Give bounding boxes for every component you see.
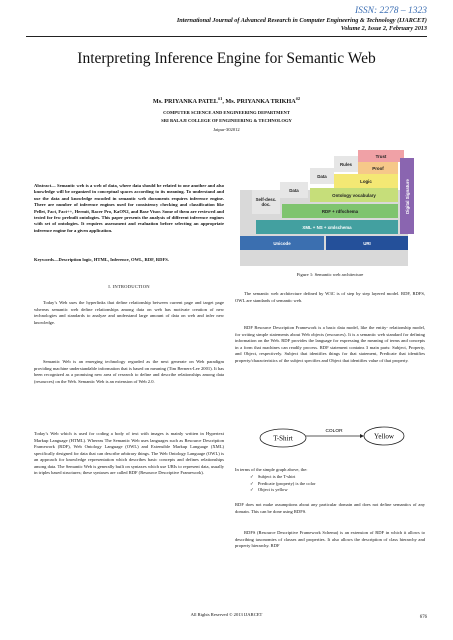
author-2-marker: #2 bbox=[295, 96, 301, 101]
rdf-simple-graph bbox=[258, 408, 406, 458]
layer-digital-signature bbox=[400, 158, 414, 234]
layer-data-left bbox=[280, 182, 308, 198]
predicate-label: COLOR bbox=[325, 429, 343, 434]
layer-data-top bbox=[310, 168, 334, 184]
right-paragraph-4: RDFS (Resource Descriptive Framework Schema) is an extension of RDF in which it allows to describing taxonomies of classes and properties. It also allows the description of class hierarchy and property hierarchy. RDF bbox=[235, 530, 425, 549]
layer-ontology-vocabulary bbox=[310, 188, 398, 202]
list-item: ✓ Subject is the T-shirt bbox=[250, 474, 420, 481]
header-rule bbox=[26, 36, 427, 37]
example-list bbox=[250, 474, 420, 494]
layer-data-left-label: Data bbox=[289, 187, 299, 193]
intro-paragraph-1: Today’s Web uses the hyperlinks that define relationship between current page and target page whereas semantic web define relationships among data on web has motivate creation of new technologies and standards to analyze and understand large amount of data on web and infer new knowledge. bbox=[34, 300, 224, 325]
keywords: Keywords—Description logic, HTML, Inference, OWL, RDF, RDFS. bbox=[34, 257, 169, 262]
page-number: 676 bbox=[419, 615, 427, 620]
layer-rdf-rdfschema bbox=[282, 204, 398, 218]
journal-header bbox=[177, 17, 427, 32]
layer-ontology-label: Ontology vocabulary bbox=[332, 192, 376, 198]
intro-paragraph-2: Semantic Web is an emerging technology regarded as the next generate on Web paradigm providing machine understandable information that is based on meaning (Tim Berners-Lee 2001). It has been recognized as a promising new area of research to define and describe relationships among data (resources) on the Web. Semantic Web is an extension of Web 2.0. bbox=[34, 359, 224, 384]
layer-proof bbox=[358, 162, 398, 174]
layer-xml-ns-xmlschema bbox=[256, 220, 398, 234]
layer-self-desc-doc bbox=[252, 190, 280, 214]
section-heading-introduction: I. INTRODUCTION bbox=[108, 284, 150, 289]
figure-caption: Figure 1: Semantic web architecture bbox=[296, 272, 364, 277]
right-paragraph-2: RDF Resource Description Framework is a basic data model, like the entity- relationship model, for writing simple statements about Web objects (resources). It is a semantic web standard for defining information on the Web. RDF provides the language for expressing the meaning of terms and concepts in a form that machines can readily process. RDF statement contains 3 main parts: Subject, Property, and Object, respectively. Subject that identifies things for that statement, Predicate that identifies property/characteristics of the subject specifies and Object that identifies value of that property. bbox=[235, 325, 425, 363]
layer-rules bbox=[334, 156, 358, 172]
footer-copyright: All Rights Reserved © 2013 IJARCET bbox=[190, 612, 263, 617]
semantic-web-architecture-diagram bbox=[240, 150, 420, 268]
affiliation bbox=[0, 109, 453, 134]
affiliation-college: SRI BALAJI COLLEGE OF ENGINEERING & TECHNOLOGY bbox=[161, 118, 292, 124]
list-item: ✓ Object is yellow bbox=[250, 487, 420, 494]
layer-uri-label: URI bbox=[363, 240, 371, 246]
abstract: Abstract— Semantic web is a web of data, where data should be related to one another and also knowledge will be organized in conceptual spaces according to its meaning. To understand and use the data and knowledge encoded in semantic web documents requires inference engine. There are number of inference engines used for consistency checking and classification like Pellet, Fact, Fact++, Hermit, Racer Pro, KaON2, and Base Visor. Some of them are reviewed and tested for few prebuilt ontologies. This paper presents the analysis of different inference engines with set of ontologies. It requires assessment and evaluation before selecting an appropriate inference engine for a given application. bbox=[34, 183, 224, 233]
journal-volume: Volume 2, Issue 2, February 2013 bbox=[340, 24, 427, 32]
right-paragraph-1: The semantic web architecture defined by W3C is of step by step layered model. RDF, RDFS, OWL are standards of semantic web. bbox=[235, 291, 425, 303]
subject-label: T-Shirt bbox=[273, 434, 293, 443]
layer-proof-label: Proof bbox=[372, 165, 384, 171]
layer-digital-signature-label: Digital Signature bbox=[404, 178, 410, 214]
author-1: Ms. PRIYANKA PATEL bbox=[152, 98, 218, 106]
layer-rdf-label: RDF + rdfschema bbox=[321, 208, 359, 214]
author-2: Ms. PRIYANKA TRIKHA bbox=[225, 98, 296, 106]
layer-uri bbox=[326, 236, 408, 250]
layer-unicode bbox=[240, 236, 324, 250]
list-item: ✓ Predicate (property) is the color bbox=[250, 481, 420, 488]
layer-xml-label: XML + NS + xmlschema bbox=[302, 224, 352, 230]
intro-paragraph-3: Today’s Web which is used for coding a body of text with images is mainly written in Hypertext Markup Language (HTML). Whereas The Semantic Web uses languages such as Resource Description Framework (RDF), Web Ontology Language (OWL) and Extensible Markup Language (XML) specifically designed for data that can describe arbitrary things. The Web Ontology Language (OWL) is an approach for knowledge representation which describes basic concepts and defines relationships among data. The Semantic Web is generally built on syntaxes which use URIs to represent data, usually in triples based structures; these syntaxes are called RDF (Resource Descriptive Framework). bbox=[34, 431, 224, 476]
layer-trust-label: Trust bbox=[375, 153, 387, 159]
layer-logic-label: Logic bbox=[360, 178, 372, 184]
example-intro: In terms of the simple graph above, the: bbox=[235, 467, 308, 472]
layer-logic bbox=[334, 174, 398, 188]
authors-line bbox=[0, 96, 453, 105]
author-separator: , bbox=[222, 98, 226, 106]
affiliation-city: Jaipur-302012 bbox=[213, 126, 240, 132]
layer-trust bbox=[358, 150, 404, 162]
arrow-head-icon bbox=[360, 434, 364, 438]
affiliation-department: COMPUTER SCIENCE AND ENGINEERING DEPARTMENT bbox=[163, 110, 290, 115]
layer-unicode-label: Unicode bbox=[273, 240, 291, 246]
object-label: Yellow bbox=[374, 432, 394, 441]
right-paragraph-3: RDF does not make assumptions about any particular domain and does not define semantics of any domain. This can be done using RDFS. bbox=[235, 502, 425, 514]
journal-name: International Journal of Advanced Research in Computer Engineering & Technology (IJARCET) bbox=[176, 17, 427, 24]
layer-rules-label: Rules bbox=[340, 161, 352, 167]
issn-number: ISSN: 2278 – 1323 bbox=[354, 6, 427, 16]
author-1-marker: #1 bbox=[217, 96, 223, 101]
layer-data-top-label: Data bbox=[317, 173, 327, 179]
paper-title: Interpreting Inference Engine for Semantic Web bbox=[77, 50, 376, 67]
layer-self-desc-doc-label: Self-desc. doc. bbox=[255, 197, 277, 207]
